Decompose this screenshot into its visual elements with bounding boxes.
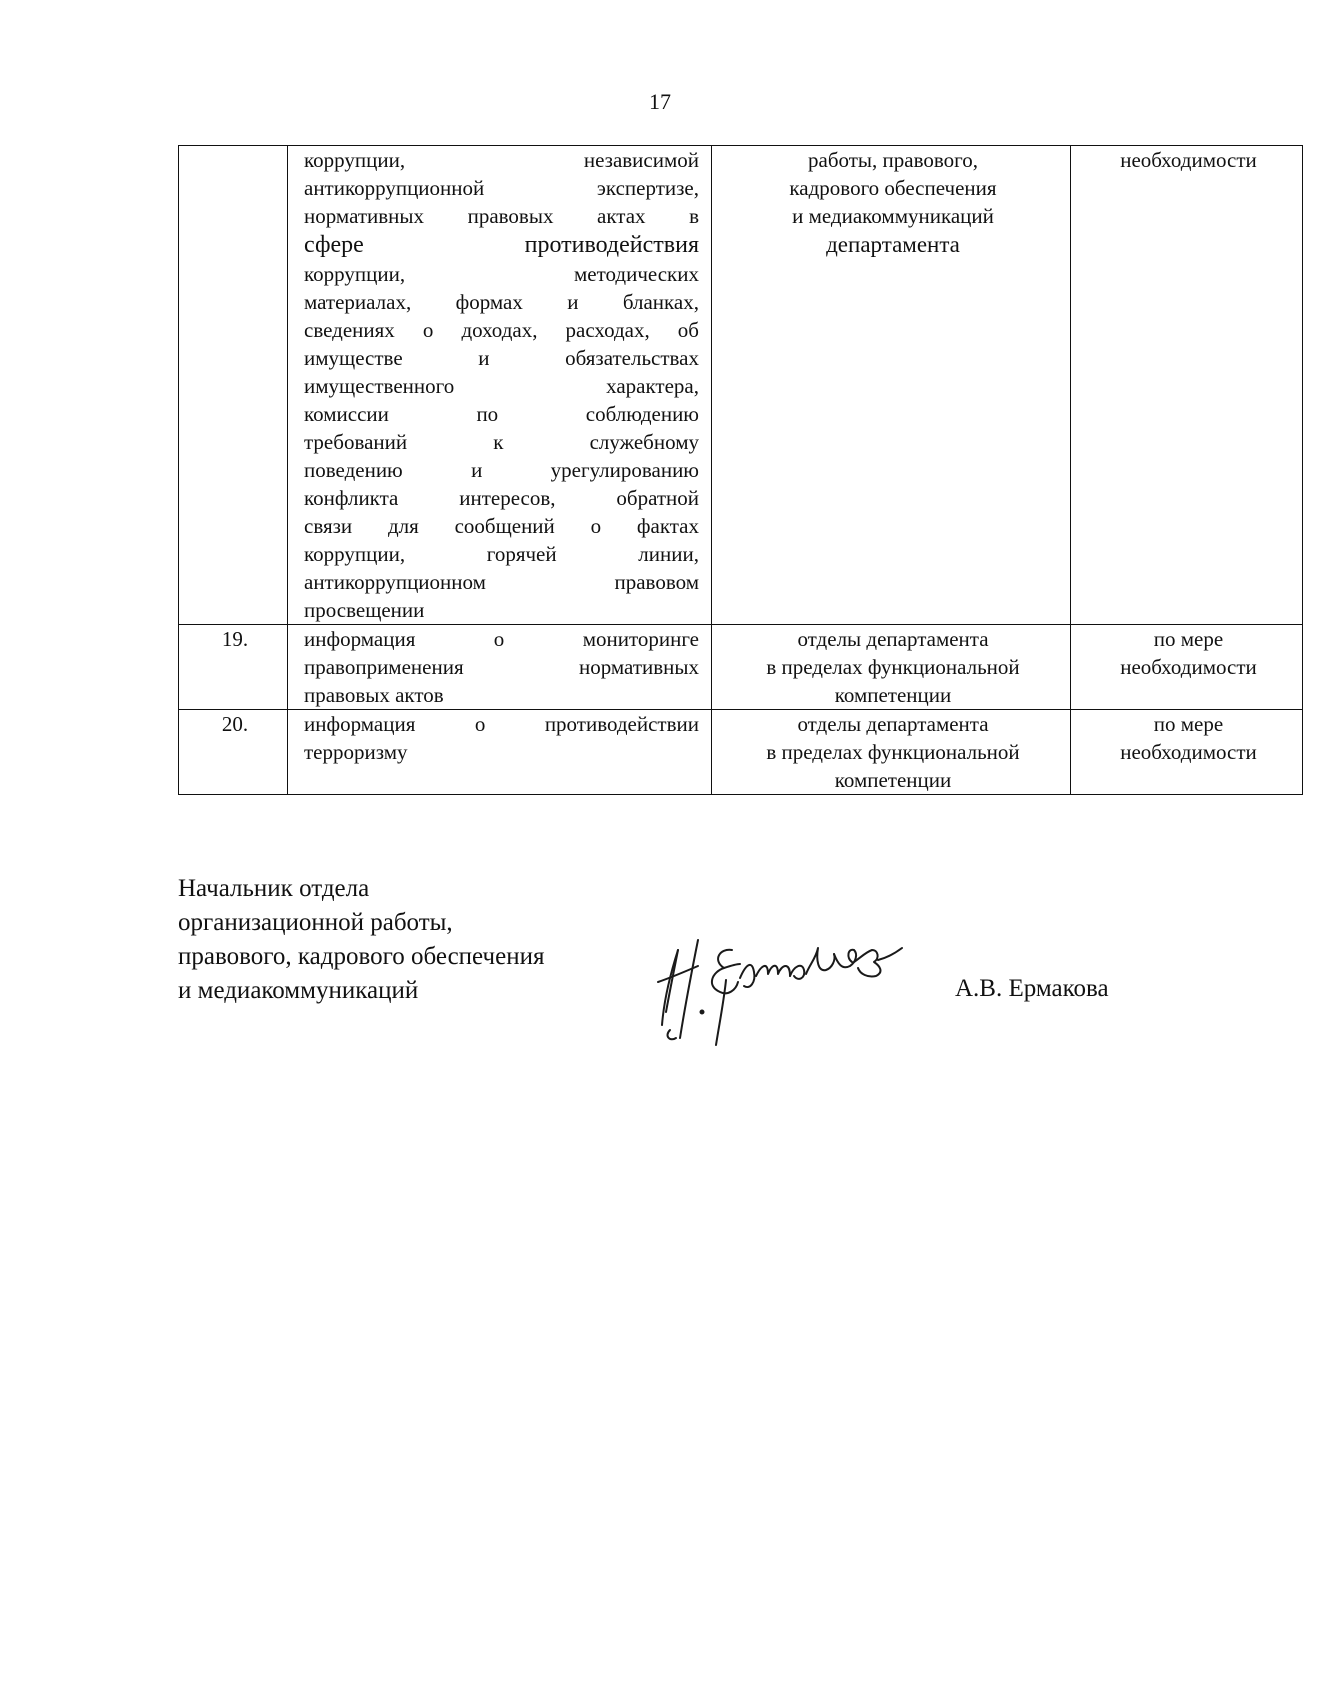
row-name-cell [288, 625, 712, 710]
row-responsible-cell [712, 625, 1071, 710]
responsible-line: компетенции [834, 683, 952, 707]
name-line: просвещении [304, 598, 425, 622]
name-line: антикоррупционном правовом [304, 570, 699, 594]
position-line: и медиакоммуникаций [178, 977, 419, 1004]
row-term-cell [1071, 625, 1303, 710]
name-line: коррупции, независимой [304, 148, 699, 172]
table-row [179, 625, 1303, 710]
term-line: необходимости [1120, 655, 1257, 679]
term-line: по мере [1153, 712, 1224, 736]
row-responsible-cell [712, 710, 1071, 795]
row-number-cell: 20. [179, 710, 288, 795]
row-term-cell [1071, 710, 1303, 795]
name-line: связи для сообщений о фактах [304, 514, 699, 538]
position-line: организационной работы, [178, 909, 453, 936]
responsible-line: кадрового обеспечения [789, 176, 997, 200]
name-line: материалах, формах и бланках, [304, 290, 699, 314]
responsible-line: в пределах функциональной [766, 740, 1020, 764]
row-term-cell [1071, 146, 1303, 625]
name-line: информация о мониторинге [304, 627, 699, 651]
name-line: коррупции, методических [304, 262, 699, 286]
name-line: конфликта интересов, обратной [304, 486, 699, 510]
signer-name: А.В. Ермакова [955, 975, 1109, 1002]
row-number-cell: 19. [179, 625, 288, 710]
responsible-line: и медиакоммуникаций [792, 204, 994, 228]
table-row [179, 710, 1303, 795]
name-line: сфере противодействия [304, 232, 699, 258]
table-row [179, 146, 1303, 625]
row-responsible-cell [712, 146, 1071, 625]
page-number: 17 [649, 89, 671, 114]
position-line: Начальник отдела [178, 875, 370, 902]
row-name-cell [288, 710, 712, 795]
name-line: имуществе и обязательствах [304, 346, 699, 370]
name-line: правоприменения нормативных [304, 655, 699, 679]
row-number-cell [179, 146, 288, 625]
row-name-cell [288, 146, 712, 625]
name-line: нормативных правовых актах в [304, 204, 699, 228]
responsible-line: департамента [826, 232, 960, 257]
position-line: правового, кадрового обеспечения [178, 943, 545, 970]
name-line: имущественного характера, [304, 374, 699, 398]
name-line: требований к служебному [304, 430, 699, 454]
handwritten-signature [640, 920, 910, 1050]
term-line: необходимости [1120, 148, 1257, 172]
responsible-line: работы, правового, [808, 148, 978, 172]
responsible-line: отделы департамента [797, 627, 989, 651]
name-line: терроризму [304, 740, 408, 764]
name-line: сведениях о доходах, расходах, об [304, 318, 699, 342]
name-line: антикоррупционной экспертизе, [304, 176, 699, 200]
term-line: необходимости [1120, 740, 1257, 764]
name-line: правовых актов [304, 683, 444, 707]
name-line: поведению и урегулированию [304, 458, 699, 482]
responsible-line: отделы департамента [797, 712, 989, 736]
responsible-line: в пределах функциональной [766, 655, 1020, 679]
responsible-line: компетенции [834, 768, 952, 792]
signer-position [178, 872, 544, 1008]
name-line: информация о противодействии [304, 712, 699, 736]
name-line: коррупции, горячей линии, [304, 542, 699, 566]
document-table [178, 145, 1303, 795]
name-line: комиссии по соблюдению [304, 402, 699, 426]
term-line: по мере [1153, 627, 1224, 651]
